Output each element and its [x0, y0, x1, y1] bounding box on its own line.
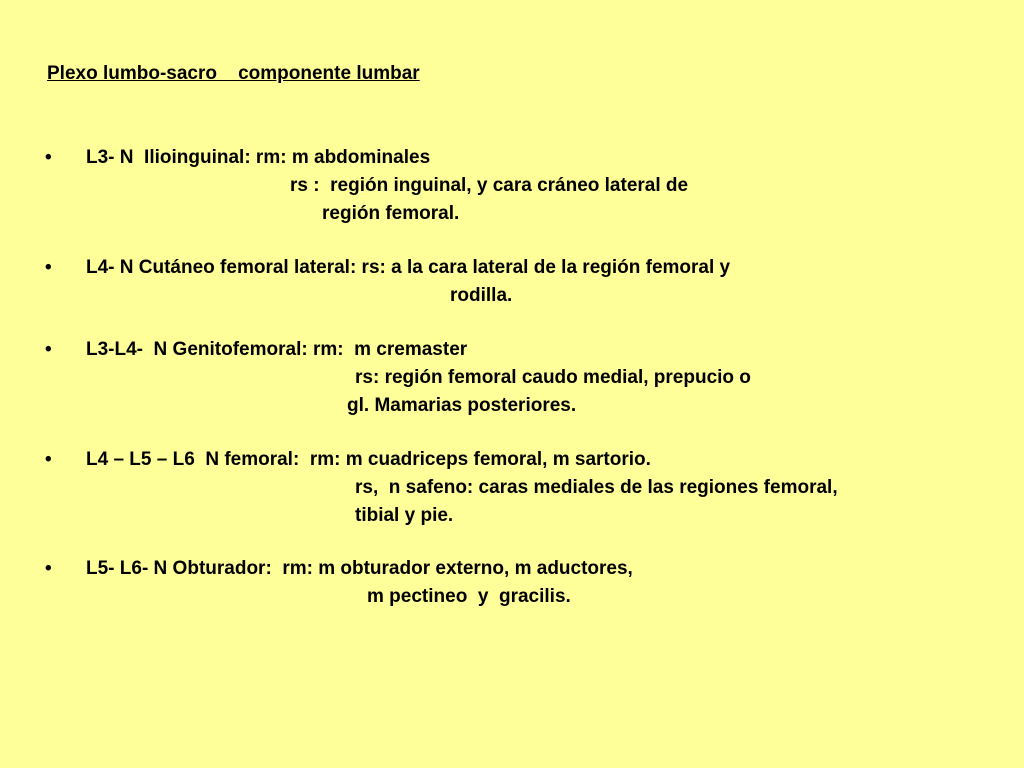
- entry-line: m pectineo y gracilis.: [367, 586, 571, 607]
- entry-line: L3- N Ilioinguinal: rm: m abdominales: [86, 147, 431, 168]
- entry-line: rodilla.: [450, 285, 513, 306]
- entry-line: L3-L4- N Genitofemoral: rm: m cremaster: [86, 339, 468, 360]
- bullet-icon: •: [45, 257, 52, 278]
- bullet-icon: •: [45, 147, 52, 168]
- bullet-icon: •: [45, 558, 52, 579]
- entry-line: L4 – L5 – L6 N femoral: rm: m cuadriceps femoral, m sartorio.: [86, 449, 651, 470]
- bullet-icon: •: [45, 449, 52, 470]
- entry-line: tibial y pie.: [355, 505, 454, 526]
- entry-line: L4- N Cutáneo femoral lateral: rs: a la cara lateral de la región femoral y: [86, 257, 731, 278]
- entry-line: región femoral.: [322, 203, 460, 224]
- entry-line: rs, n safeno: caras mediales de las regiones femoral,: [355, 477, 838, 498]
- entry-line: rs: región femoral caudo medial, prepucio o: [355, 367, 751, 388]
- entry-line: gl. Mamarias posteriores.: [347, 395, 577, 416]
- entry-line: L5- L6- N Obturador: rm: m obturador externo, m aductores,: [86, 558, 633, 579]
- entry-line: rs : región inguinal, y cara cráneo lateral de: [290, 175, 689, 196]
- slide-title: Plexo lumbo-sacro componente lumbar: [47, 63, 420, 84]
- bullet-icon: •: [45, 339, 52, 360]
